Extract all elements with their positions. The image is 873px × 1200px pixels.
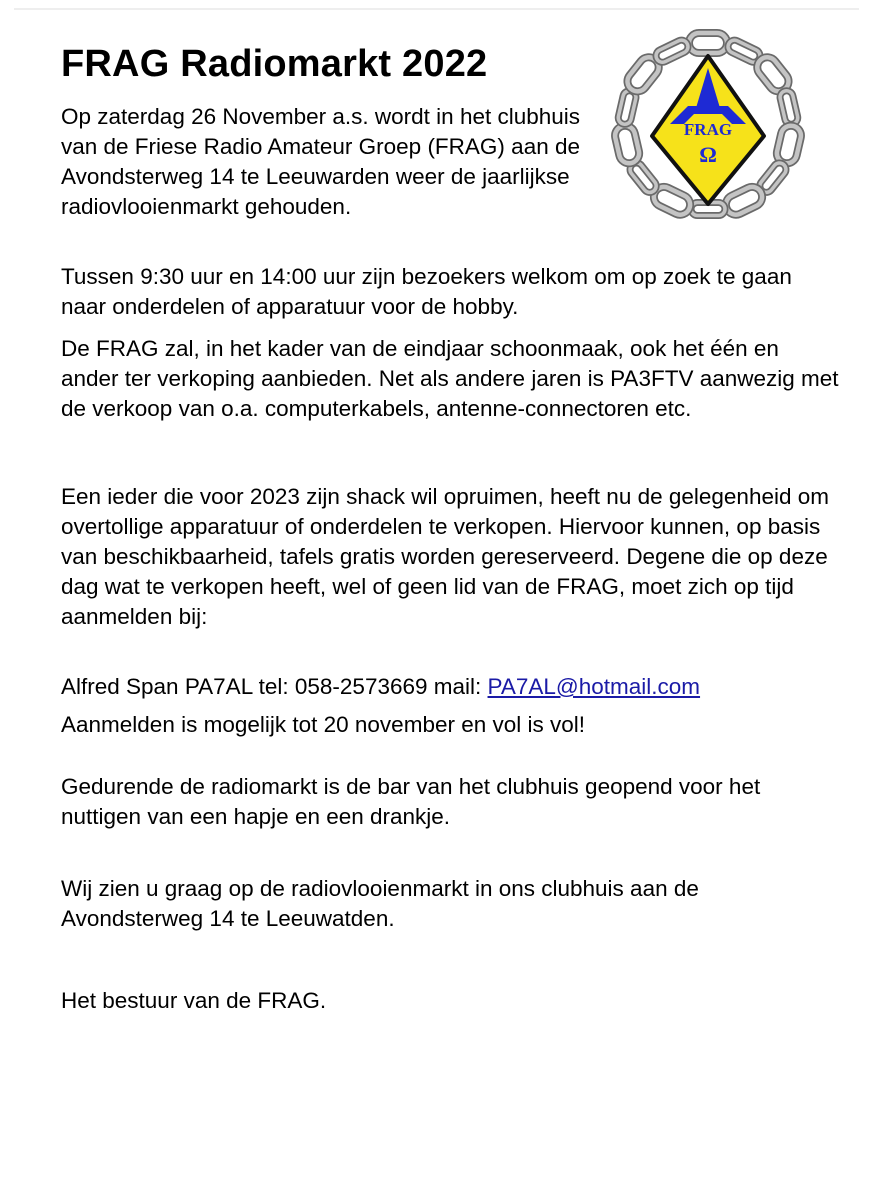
frag-logo [608,28,808,224]
contact-line [61,672,841,702]
email-link[interactable]: PA7AL@hotmail.com [487,674,701,699]
logo-frag-text: FRAG [683,120,733,139]
logo-omega-symbol: Ω [699,142,717,167]
intro-paragraph: Op zaterdag 26 November a.s. wordt in het clubhuis van de Friese Radio Amateur Groep (FRAG) aan de Avondsterweg 14 te Leeuwarden weer de jaarlijkse radiovlooienmarkt gehouden. [61,104,581,219]
contact-details: Alfred Span PA7AL tel: 058-2573669 mail: [61,674,488,699]
bar-paragraph: Gedurende de radiomarkt is de bar van het clubhuis geopend voor het nuttigen van een hapje en een drankje. [61,774,761,829]
closing-paragraph: Wij zien u graag op de radiovlooienmarkt in ons clubhuis aan de Avondsterweg 14 te Leeuwatden. [61,876,699,931]
deadline-paragraph: Aanmelden is mogelijk tot 20 november en vol is vol! [61,712,586,737]
tables-paragraph: Een ieder die voor 2023 zijn shack wil opruimen, heeft nu de gelegenheid om overtollige apparatuur of onderdelen te verkopen. Hiervoor kunnen, op basis van beschikbaarheid, tafels gratis worden gereserveerd. Degene die op deze dag wat te verkopen heeft, wel of geen lid van de FRAG, moet zich op tijd aanmelden bij: [61,484,829,629]
signature-line: Het bestuur van de FRAG. [61,988,327,1013]
hours-paragraph: Tussen 9:30 uur en 14:00 uur zijn bezoekers welkom om op zoek te gaan naar onderdelen of apparatuur voor de hobby. [61,264,792,319]
page-title: FRAG Radiomarkt 2022 [61,43,488,85]
sale-paragraph: De FRAG zal, in het kader van de eindjaar schoonmaak, ook het één en ander ter verkoping aanbieden. Net als andere jaren is PA3FTV aanwezig met de verkoop van o.a. computerkabels, antenne-connectoren etc. [61,336,839,421]
page-top-edge [14,8,859,10]
chain-link [723,184,766,219]
